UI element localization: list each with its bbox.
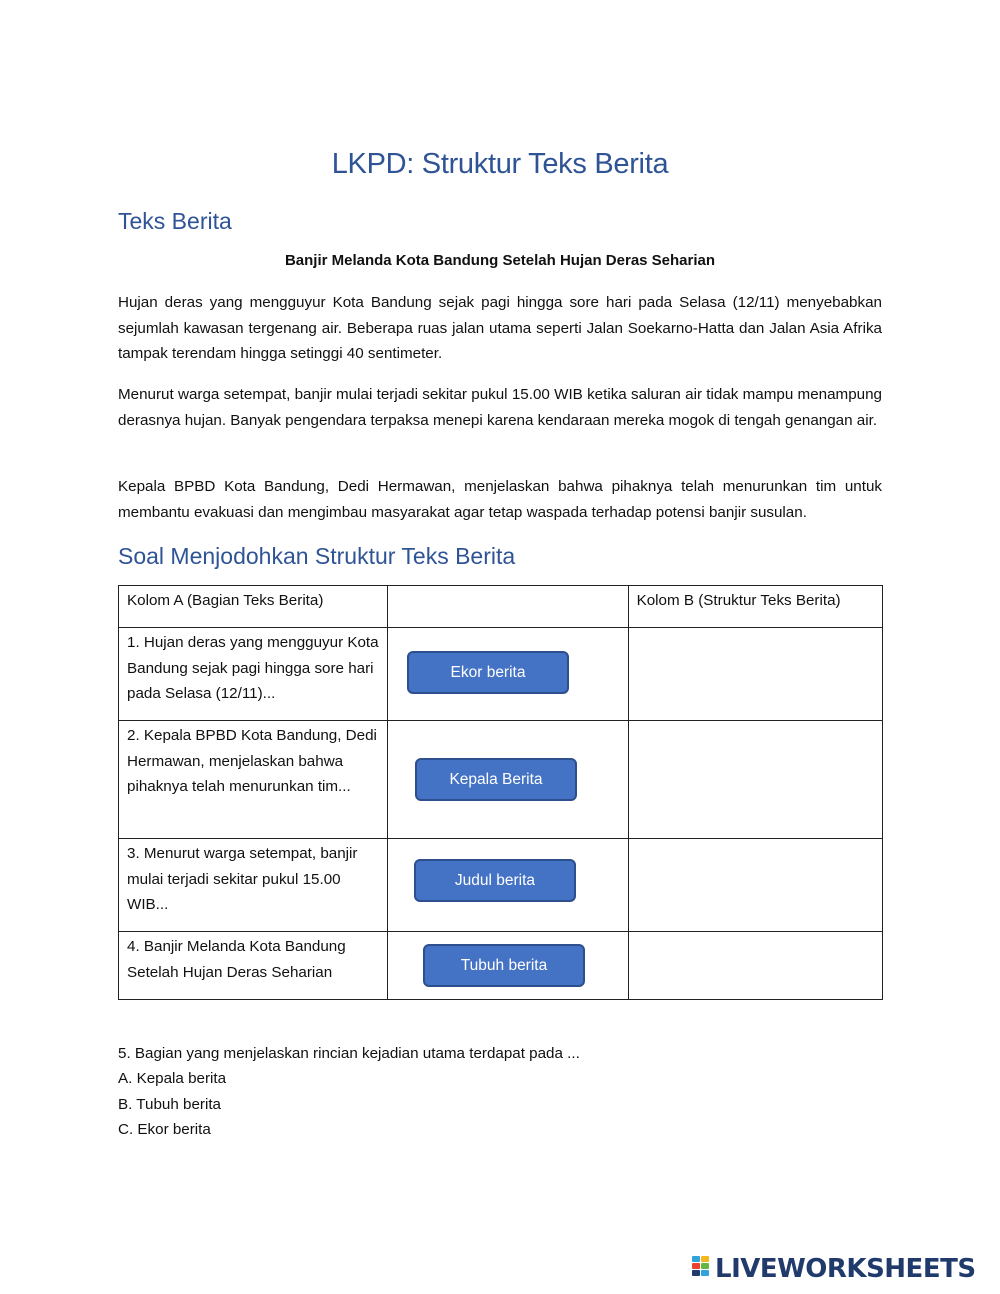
drop-target-cell-1[interactable] xyxy=(628,628,882,721)
drop-target-cell-2[interactable] xyxy=(628,721,882,839)
column-a-cell: 1. Hujan deras yang mengguyur Kota Bandung sejak pagi hingga sore hari pada Selasa (12/11)... xyxy=(119,628,388,721)
answer-chip-ekor-berita[interactable]: Ekor berita xyxy=(407,651,569,694)
liveworksheets-wordmark: LIVEWORKSHEETS xyxy=(715,1254,976,1284)
table-header-row xyxy=(119,586,883,628)
answer-chip-kepala-berita[interactable]: Kepala Berita xyxy=(415,758,577,801)
option-c[interactable]: C. Ekor berita xyxy=(118,1120,211,1138)
question-5 xyxy=(118,1041,580,1142)
news-title: Banjir Melanda Kota Bandung Setelah Hujan Deras Seharian xyxy=(284,252,716,269)
header-column-middle xyxy=(388,586,628,628)
news-paragraph-1: Hujan deras yang mengguyur Kota Bandung sejak pagi hingga sore hari pada Selasa (12/11) menyebabkan sejumlah kawasan tergenang air. Beberapa ruas jalan utama seperti Jalan Soekarno-Hatta dan Jalan Asia Afrika tampak terendam hingga setinggi 40 sentimeter. xyxy=(118,294,882,362)
drop-target-cell-3[interactable] xyxy=(628,839,882,932)
section-heading-news: Teks Berita xyxy=(118,208,232,234)
header-column-b: Kolom B (Struktur Teks Berita) xyxy=(628,586,882,628)
answer-chip-judul-berita[interactable]: Judul berita xyxy=(414,859,576,902)
liveworksheets-mark-icon xyxy=(692,1256,712,1282)
column-a-cell: 3. Menurut warga setempat, banjir mulai terjadi sekitar pukul 15.00 WIB... xyxy=(119,839,388,932)
liveworksheets-logo xyxy=(692,1254,976,1284)
news-paragraph-2: Menurut warga setempat, banjir mulai terjadi sekitar pukul 15.00 WIB ketika saluran air tidak mampu menampung derasnya hujan. Banyak pengendara terpaksa menepi karena kendaraan mereka mogok di tengah genangan air. xyxy=(118,386,882,429)
option-a[interactable]: A. Kepala berita xyxy=(118,1070,227,1088)
page-title: LKPD: Struktur Teks Berita xyxy=(331,148,669,180)
news-paragraph-3: Kepala BPBD Kota Bandung, Dedi Hermawan, menjelaskan bahwa pihaknya telah menurunkan tim untuk membantu evakuasi dan mengimbau masyarakat agar tetap waspada terhadap potensi banjir susulan. xyxy=(118,478,882,521)
section-heading-matching: Soal Menjodohkan Struktur Teks Berita xyxy=(118,543,516,569)
column-a-cell: 2. Kepala BPBD Kota Bandung, Dedi Hermawan, menjelaskan bahwa pihaknya telah menurunkan tim... xyxy=(119,721,388,839)
column-a-cell: 4. Banjir Melanda Kota Bandung Setelah Hujan Deras Seharian xyxy=(119,932,388,1000)
answer-chip-tubuh-berita[interactable]: Tubuh berita xyxy=(423,944,585,987)
question-5-prompt: 5. Bagian yang menjelaskan rincian kejadian utama terdapat pada ... xyxy=(118,1045,580,1062)
header-column-a: Kolom A (Bagian Teks Berita) xyxy=(119,586,388,628)
drop-target-cell-4[interactable] xyxy=(628,932,882,1000)
option-b[interactable]: B. Tubuh berita xyxy=(118,1095,222,1113)
